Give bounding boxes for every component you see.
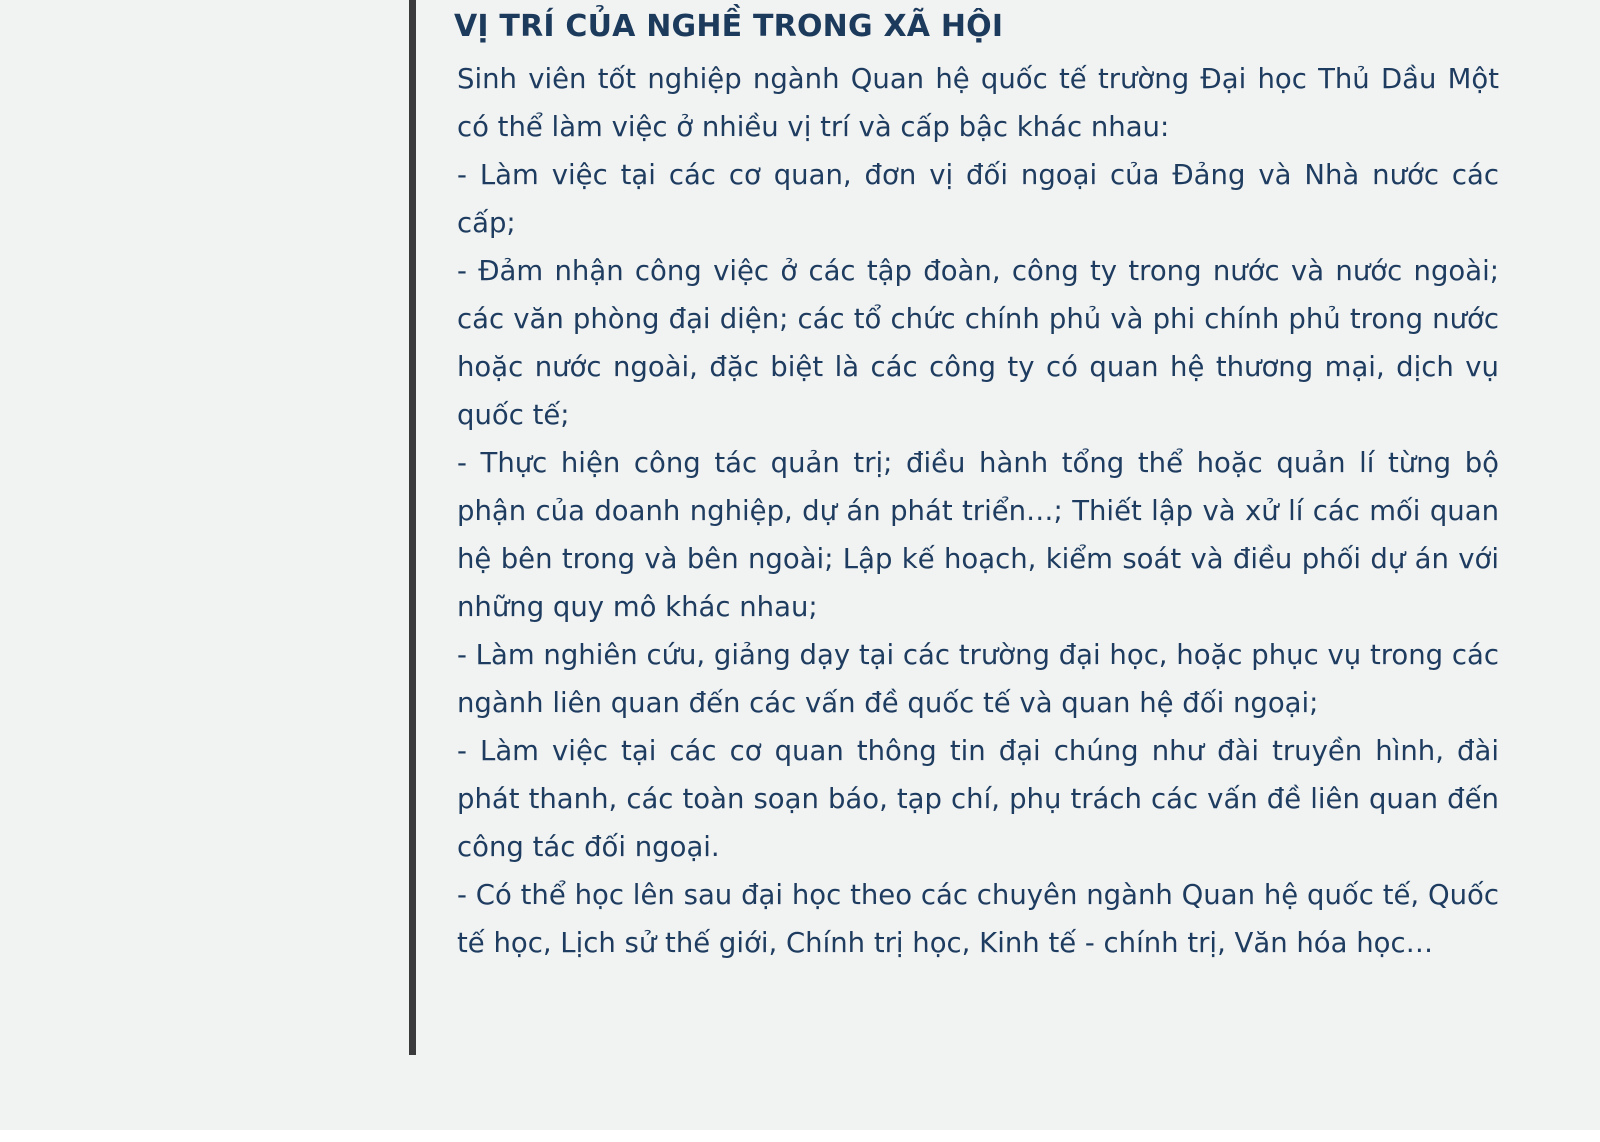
list-item: - Đảm nhận công việc ở các tập đoàn, công ty trong nước và nước ngoài; các văn phòng đại diện; các tổ chức chính phủ và phi chính phủ trong nước hoặc nước ngoài, đặc biệt là các công ty có quan hệ thương mại, dịch vụ quốc tế;	[457, 255, 1499, 431]
list-item: - Làm việc tại các cơ quan, đơn vị đối ngoại của Đảng và Nhà nước các cấp;	[457, 159, 1499, 239]
list-item: - Làm việc tại các cơ quan thông tin đại chúng như đài truyền hình, đài phát thanh, các toàn soạn báo, tạp chí, phụ trách các vấn đề liên quan đến công tác đối ngoại.	[457, 735, 1499, 863]
intro-paragraph: Sinh viên tốt nghiệp ngành Quan hệ quốc tế trường Đại học Thủ Dầu Một có thể làm việc ở nhiều vị trí và cấp bậc khác nhau:	[457, 63, 1499, 143]
vertical-divider	[409, 0, 416, 1055]
list-item: - Thực hiện công tác quản trị; điều hành tổng thể hoặc quản lí từng bộ phận của doanh nghiệp, dự án phát triển…; Thiết lập và xử lí các mối quan hệ bên trong và bên ngoài; Lập kế hoạch, kiểm soát và điều phối dự án với những quy mô khác nhau;	[457, 447, 1499, 623]
page-bottom-edge	[0, 1130, 1600, 1142]
section-body	[457, 55, 1499, 967]
section-title: VỊ TRÍ CỦA NGHỀ TRONG XÃ HỘI	[454, 9, 1004, 44]
list-item: - Có thể học lên sau đại học theo các chuyên ngành Quan hệ quốc tế, Quốc tế học, Lịch sử thế giới, Chính trị học, Kinh tế - chính trị, Văn hóa học…	[457, 879, 1499, 959]
list-item: - Làm nghiên cứu, giảng dạy tại các trường đại học, hoặc phục vụ trong các ngành liên quan đến các vấn đề quốc tế và quan hệ đối ngoại;	[457, 639, 1499, 719]
